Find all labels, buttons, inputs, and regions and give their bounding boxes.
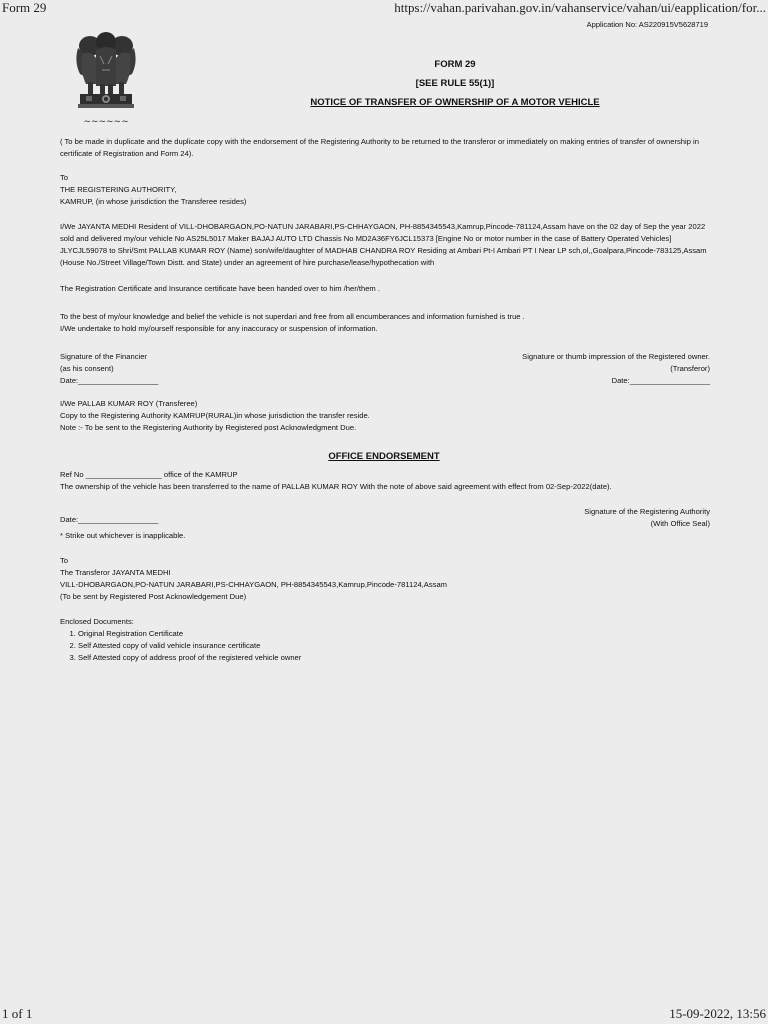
- authority-name: THE REGISTERING AUTHORITY,: [60, 185, 177, 194]
- transferor-address: VILL-DHOBARGAON,PO-NATUN JARABARI,PS-CHHAYGAON, PH-8854345543,Kamrup,Pincode-781124,Assam: [60, 580, 447, 589]
- knowledge-statement: [60, 311, 710, 335]
- authority-signature: Signature of the Registering Authority (With Office Seal): [584, 507, 710, 528]
- print-header-title: Form 29: [2, 0, 47, 15]
- office-endorsement-body: [60, 469, 710, 493]
- svg-text:~~~~~~: ~~~~~~: [83, 117, 129, 127]
- owner-signature: Signature or thumb impression of the Registered owner. (Transferor) Date:___________________: [522, 352, 710, 385]
- reference-number: Ref No __________________ office of the KAMRUP: [60, 470, 238, 479]
- national-emblem-icon: [64, 28, 148, 130]
- knowledge-line-1: To the best of my/our knowledge and belief the vehicle is not superdari and free from all encumberances and information furnished is true .: [60, 312, 525, 321]
- form-notice-title: NOTICE OF TRANSFER OF OWNERSHIP OF A MOTOR VEHICLE: [310, 97, 600, 108]
- transferee-copy: Copy to the Registering Authority KAMRUP(RURAL)in whose jurisdiction the transfer reside.: [60, 411, 370, 420]
- enclosed-list: [60, 628, 710, 664]
- print-footer: [0, 1006, 768, 1022]
- transferor-note: (To be sent by Registered Post Acknowledgement Due): [60, 592, 247, 601]
- strike-note: * Strike out whichever is inapplicable.: [60, 531, 186, 540]
- application-number: Application No: AS220915V5628719: [586, 20, 708, 29]
- to-label: To: [60, 173, 69, 182]
- certificate-note: The Registration Certificate and Insurance certificate have been handed over to him /her/them .: [60, 284, 380, 293]
- enclosed-item: 2. Self Attested copy of valid vehicle insurance certificate: [78, 640, 710, 652]
- print-header: [0, 0, 768, 16]
- authority-jurisdiction: KAMRUP, (in whose jurisdiction the Transferee resides): [60, 197, 247, 206]
- form-title: FORM 29: [434, 59, 476, 70]
- owner-date: Date:___________________: [611, 376, 710, 385]
- page-count: 1 of 1: [2, 1006, 33, 1021]
- financier-signature: Signature of the Financier (as his consent) Date:___________________: [60, 352, 159, 385]
- enclosed-heading: Enclosed Documents:: [60, 617, 134, 626]
- financier-date: Date:___________________: [60, 376, 159, 385]
- transferor-name: The Transferor JAYANTA MEDHI: [60, 568, 171, 577]
- declaration-paragraph: I/We JAYANTA MEDHI Resident of VILL-DHOBARGAON,PO-NATUN JARABARI,PS-CHHAYGAON, PH-8854345543,Kamrup,Pincode-781124,Assam have on the 02 day of Sep the year 2022 sold and delivered my/our vehicle No AS25L5017 Maker BAJAJ AUTO LTD Chassis No MD2A36FY6JCL15373 [Engine No or motor number in the case of Battery Operated Vehicles] JLYCJL59078 to Shri/Smt PALLAB KUMAR ROY (Name) son/wife/daughter of MADHAB CHANDRA ROY Residing at Ambari Pt-I Ambari PT I Near LP sch,ol,,Goalpara,Pincode-783125,Assam (House No./Street Village/Town Distt. and State) under an agreement of hire purchase/lease/hypothecation with: [60, 222, 707, 267]
- transferee-name: I/We PALLAB KUMAR ROY (Transferee): [60, 399, 198, 408]
- ownership-transfer-note: The ownership of the vehicle has been transferred to the name of PALLAB KUMAR ROY With the note of above said agreement with effect from 02-Sep-2022(date).: [60, 482, 612, 491]
- form-heading: [292, 55, 618, 112]
- knowledge-line-2: I/We undertake to hold my/ourself responsible for any inaccuracy or suspension of information.: [60, 324, 378, 333]
- transferee-note: Note :- To be sent to the Registering Authority by Registered post Acknowledgment Due.: [60, 423, 357, 432]
- endorsement-date: Date:___________________: [60, 515, 159, 524]
- to-registering-authority: [60, 172, 710, 208]
- transferor-address-block: [60, 555, 710, 603]
- print-timestamp: 15-09-2022, 13:56: [669, 1006, 766, 1021]
- enclosed-item: 1. Original Registration Certificate: [78, 628, 710, 640]
- transferee-section: [60, 398, 710, 434]
- intro-paragraph: ( To be made in duplicate and the duplicate copy with the endorsement of the Registering Authority to be returned to the transferor or immediately on making entries of transfer of ownership in certificate of Registration and Form 24).: [60, 137, 699, 158]
- form-rule: [SEE RULE 55(1)]: [415, 78, 495, 89]
- print-header-url: https://vahan.parivahan.gov.in/vahanservice/vahan/ui/eapplication/for...: [394, 0, 766, 15]
- enclosed-documents: [60, 616, 710, 664]
- to-transferor-label: To: [60, 556, 69, 565]
- enclosed-item: 3. Self Attested copy of address proof of the registered vehicle owner: [78, 652, 710, 664]
- office-endorsement-heading: OFFICE ENDORSEMENT: [328, 451, 440, 462]
